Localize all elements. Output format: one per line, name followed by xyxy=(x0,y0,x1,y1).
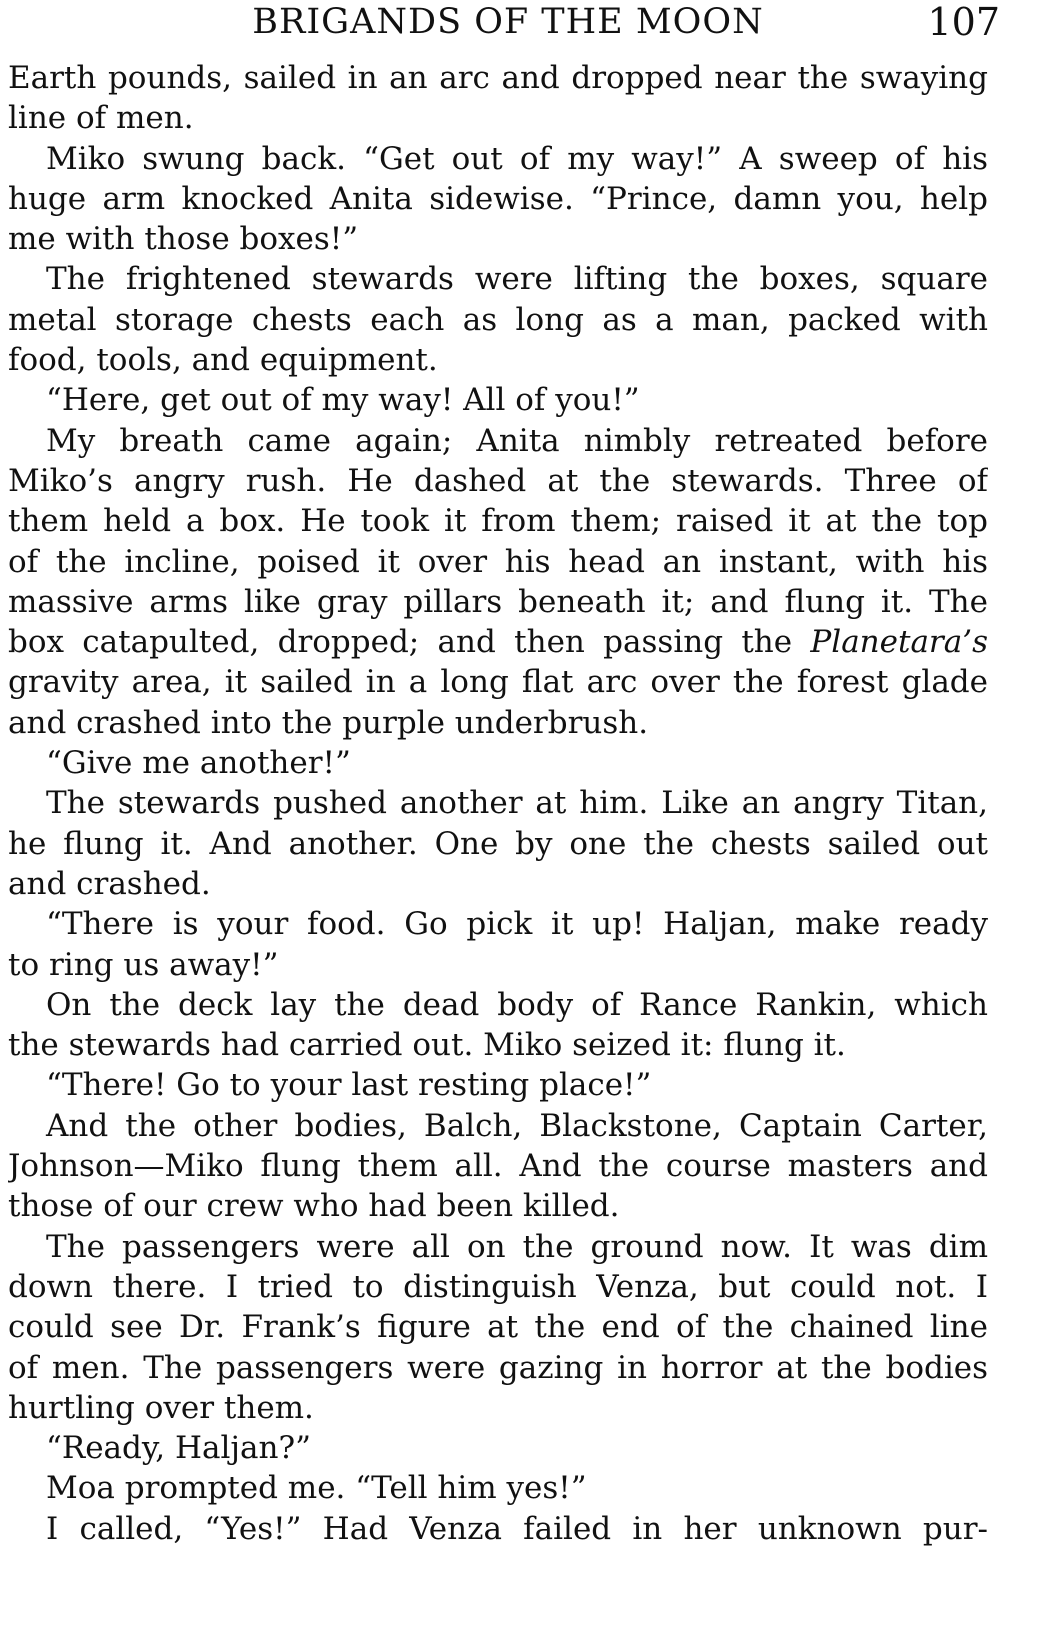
text-line xyxy=(8,1186,988,1226)
text-line xyxy=(8,259,988,299)
text-line xyxy=(8,139,988,179)
text-line xyxy=(8,1509,988,1549)
text-line xyxy=(8,380,988,420)
text-line xyxy=(8,945,988,985)
text-line-content: those of our crew who had been killed. xyxy=(8,1188,620,1225)
text-line-content: line of men. xyxy=(8,100,194,137)
text-line-content: and crashed. xyxy=(8,865,211,902)
text-line xyxy=(8,1146,988,1186)
text-line xyxy=(8,582,988,622)
text-line-content: “There! Go to your last resting place!” xyxy=(46,1067,652,1104)
text-line-content: hurtling over them. xyxy=(8,1389,314,1426)
text-line-content: The stewards pushed another at him. Like an angry Titan, xyxy=(46,785,988,822)
page-header xyxy=(8,0,1008,44)
text-line-content: The passengers were all on the ground now. It was dim xyxy=(46,1228,988,1265)
text-line xyxy=(8,1307,988,1347)
text-line xyxy=(8,985,988,1025)
text-line xyxy=(8,864,988,904)
text-line xyxy=(8,542,988,582)
text-line xyxy=(8,1065,988,1105)
text-line-content: “There is your food. Go pick it up! Haljan, make ready xyxy=(46,906,988,943)
text-line xyxy=(8,1267,988,1307)
italic-ship-name: Planetara’s xyxy=(810,624,988,661)
text-line xyxy=(8,98,988,138)
text-line-content: the stewards had carried out. Miko seized it: flung it. xyxy=(8,1027,846,1064)
text-line-content: and crashed into the purple underbrush. xyxy=(8,704,649,741)
text-line-content: to ring us away!” xyxy=(8,946,279,983)
text-line-content: food, tools, and equipment. xyxy=(8,342,438,379)
text-line xyxy=(8,1468,988,1508)
text-line xyxy=(8,783,988,823)
text-line-content: of the incline, poised it over his head an instant, with his xyxy=(8,543,988,580)
text-line-content: Johnson—Miko flung them all. And the course masters and xyxy=(8,1148,988,1185)
text-line xyxy=(8,421,988,461)
text-line-content: Moa prompted me. “Tell him yes!” xyxy=(46,1470,587,1507)
text-line xyxy=(8,824,988,864)
text-line xyxy=(8,58,988,98)
text-line-content: them held a box. He took it from them; raised it at the top xyxy=(8,503,988,540)
running-title: BRIGANDS OF THE MOON xyxy=(252,2,764,42)
body-text xyxy=(8,58,988,1549)
text-line-content: I called, “Yes!” Had Venza failed in her unknown pur- xyxy=(46,1510,988,1547)
text-line xyxy=(8,179,988,219)
text-line-content: huge arm knocked Anita sidewise. “Prince, damn you, help xyxy=(8,180,988,217)
text-line-content: “Give me another!” xyxy=(46,745,351,782)
text-line xyxy=(8,1106,988,1146)
text-line-content: And the other bodies, Balch, Blackstone, Captain Carter, xyxy=(46,1107,988,1144)
text-line-content: could see Dr. Frank’s figure at the end of the chained line xyxy=(8,1309,988,1346)
text-line-content: metal storage chests each as long as a man, packed with xyxy=(8,301,988,338)
text-line xyxy=(8,662,988,702)
text-line xyxy=(8,219,988,259)
text-line xyxy=(8,501,988,541)
text-line xyxy=(8,1388,988,1428)
text-line xyxy=(8,340,988,380)
text-line-content: box catapulted, dropped; and then passing the xyxy=(8,624,811,661)
text-line-content: Miko swung back. “Get out of my way!” A sweep of his xyxy=(46,140,988,177)
text-line xyxy=(8,622,988,662)
text-line xyxy=(8,300,988,340)
text-line xyxy=(8,1227,988,1267)
text-line-content: he flung it. And another. One by one the chests sailed out xyxy=(8,825,988,862)
text-line-content: “Here, get out of my way! All of you!” xyxy=(46,382,640,419)
text-line-content: me with those boxes!” xyxy=(8,221,359,258)
page-number: 107 xyxy=(927,0,1000,44)
text-line xyxy=(8,743,988,783)
text-line xyxy=(8,904,988,944)
text-line-content: The frightened stewards were lifting the boxes, square xyxy=(46,261,988,298)
text-line-content: down there. I tried to distinguish Venza, but could not. I xyxy=(8,1268,988,1305)
text-line xyxy=(8,703,988,743)
text-line-content: “Ready, Haljan?” xyxy=(46,1430,311,1467)
text-line xyxy=(8,1025,988,1065)
text-line-content: of men. The passengers were gazing in horror at the bodies xyxy=(8,1349,988,1386)
text-line xyxy=(8,1428,988,1468)
text-line xyxy=(8,1348,988,1388)
text-line-content: massive arms like gray pillars beneath it; and flung it. The xyxy=(8,583,988,620)
text-line-content: Earth pounds, sailed in an arc and dropped near the swaying xyxy=(8,60,988,96)
text-line-content: My breath came again; Anita nimbly retreated before xyxy=(46,422,988,459)
text-line-content: gravity area, it sailed in a long flat arc over the forest glade xyxy=(8,664,988,701)
text-line-content: Miko’s angry rush. He dashed at the stewards. Three of xyxy=(8,462,988,499)
text-line xyxy=(8,461,988,501)
text-line-content: On the deck lay the dead body of Rance Rankin, which xyxy=(46,986,988,1023)
